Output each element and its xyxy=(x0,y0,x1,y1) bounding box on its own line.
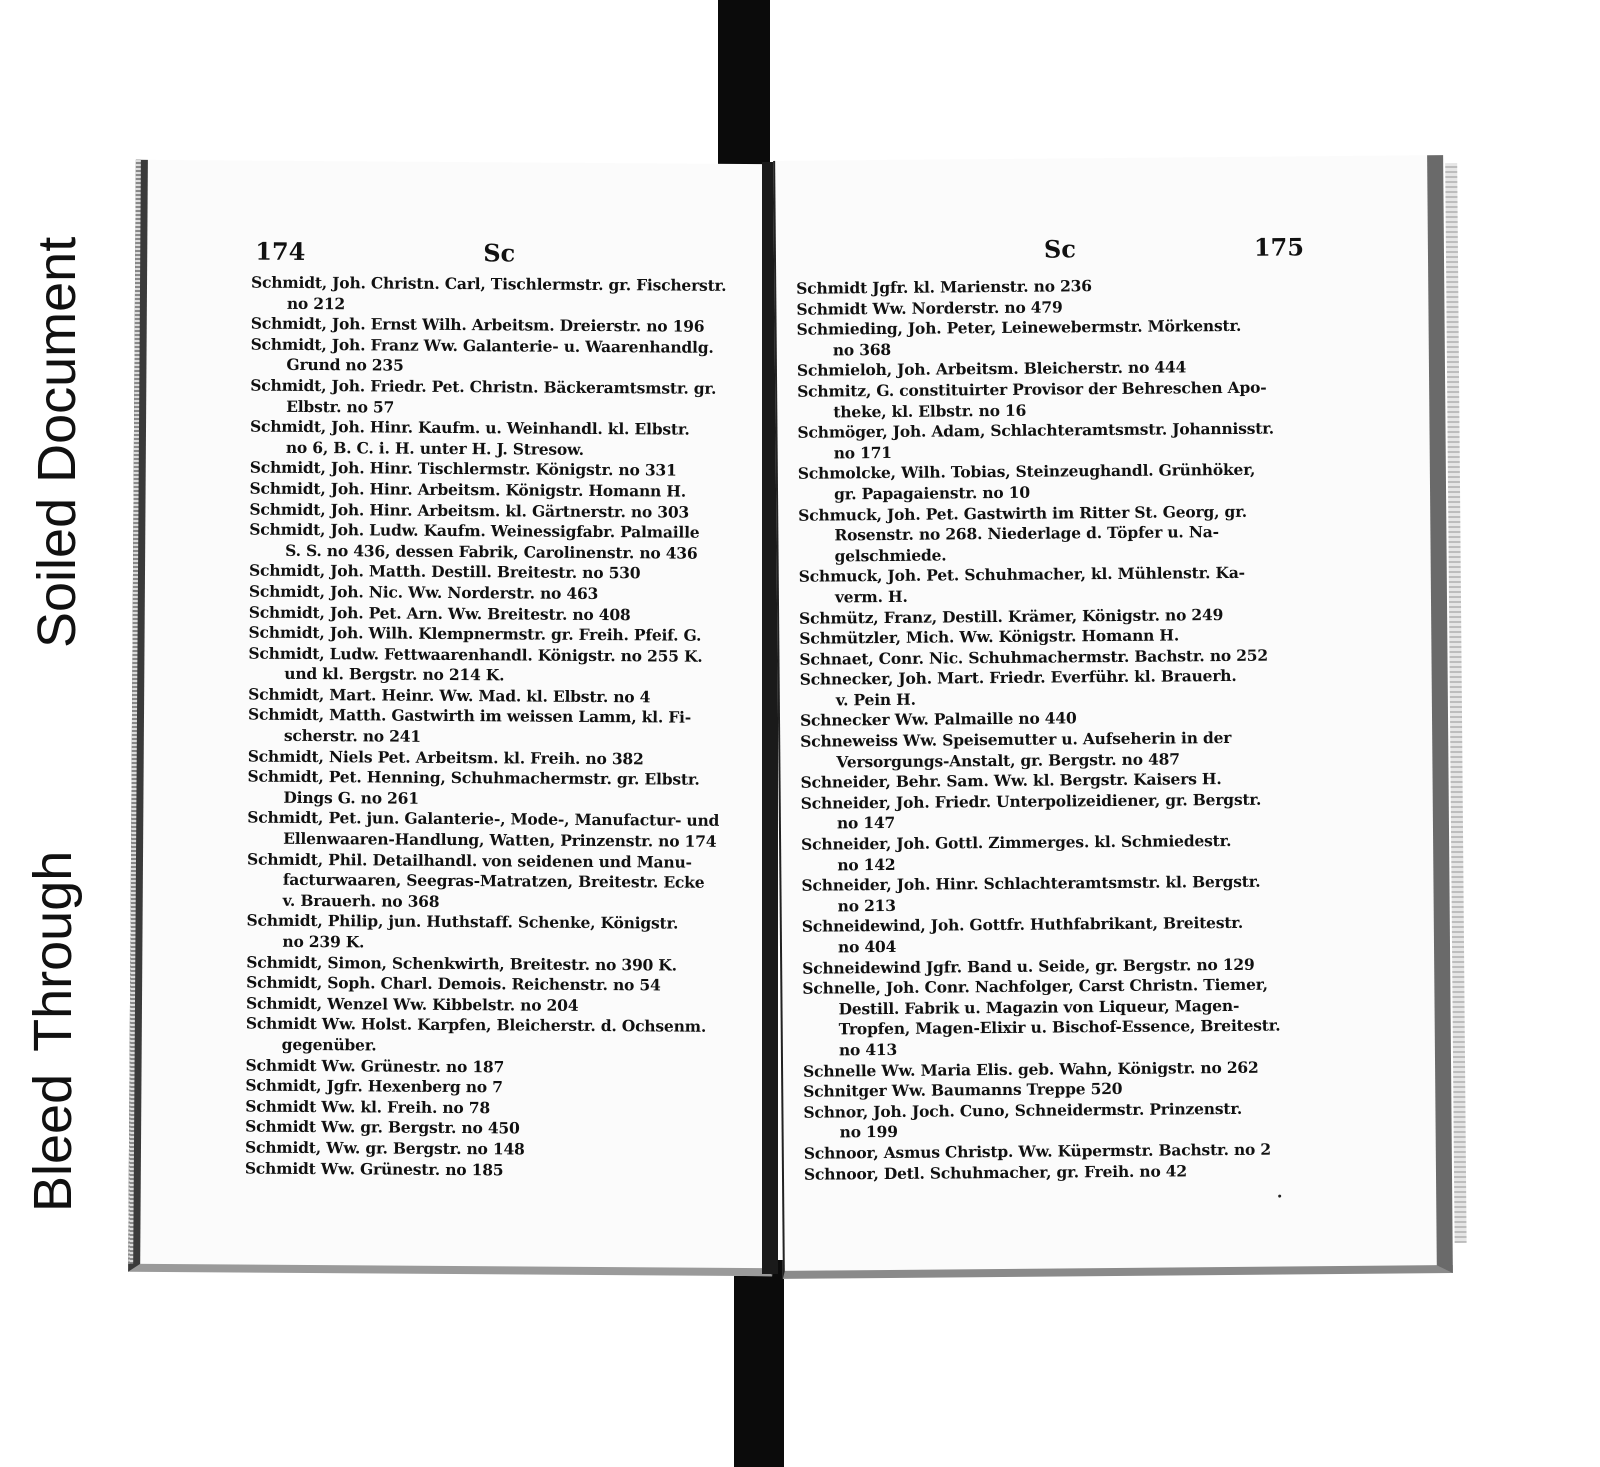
directory-entry xyxy=(246,911,748,956)
entry-line: Schmuck, Joh. Pet. Gastwirth im Ritter St. Georg, gr. xyxy=(798,501,1247,525)
left-page-header: Sc xyxy=(483,238,516,268)
entry-line: Schmidt, Joh. Hinr. Tischlermstr. Königstr. no 331 xyxy=(249,457,677,480)
entry-continuation-line: Dings G. no 261 xyxy=(283,787,419,808)
entry-continuation-line: Grund no 235 xyxy=(286,355,404,376)
directory-entry xyxy=(801,789,1311,835)
entry-line: Schneidewind, Joh. Gottfr. Huthfabrikant, Breitestr. xyxy=(801,913,1244,937)
entry-line: Schnor, Joh. Joch. Cuno, Schneidermstr. Prinzenstr. xyxy=(803,1098,1243,1122)
directory-entry xyxy=(804,1160,1314,1185)
entry-line: Schmolcke, Wilh. Tobias, Steinzeughandl. Grünhöker, xyxy=(797,460,1256,484)
entry-line: Schnelle Ww. Maria Elis. geb. Wahn, Königstr. no 262 xyxy=(802,1057,1259,1081)
entry-continuation-line: no 368 xyxy=(832,339,892,360)
entry-line: Schmidt, Joh. Christn. Carl, Tischlermstr. gr. Fischerstr. xyxy=(250,272,727,295)
directory-entry xyxy=(250,334,752,379)
entry-continuation-line: no 199 xyxy=(839,1122,898,1142)
entry-continuation-line: Rosenstr. no 268. Niederlage d. Töpfer u. Na- xyxy=(834,522,1219,545)
entry-line: Schmidt, Ww. gr. Bergstr. no 148 xyxy=(244,1137,525,1159)
soiled-document-label: Soiled Document xyxy=(27,236,87,648)
entry-continuation-line: Versorgungs-Anstalt, gr. Bergstr. no 487 xyxy=(836,749,1180,772)
entry-continuation-line: facturwaaren, Seegras-Matratzen, Breitestr. Ecke xyxy=(282,870,705,892)
entry-continuation-line: scherstr. no 241 xyxy=(283,725,421,746)
entry-line: Schmidt, Joh. Ernst Wilh. Arbeitsm. Dreierstr. no 196 xyxy=(250,313,705,336)
entry-line: Schmidt, Joh. Matth. Destill. Breitestr. no 530 xyxy=(248,560,641,583)
entry-line: Schnoor, Asmus Christp. Ww. Küpermstr. Bachstr. no 2 xyxy=(803,1139,1272,1163)
right-page-header: Sc xyxy=(1043,234,1076,264)
entry-continuation-line: no 212 xyxy=(286,293,346,313)
directory-entry xyxy=(248,643,750,688)
entry-line: Schmuck, Joh. Pet. Schuhmacher, kl. Mühlenstr. Ka- xyxy=(798,563,1245,587)
left-entry-list xyxy=(245,273,753,1183)
directory-entry xyxy=(798,501,1309,567)
directory-entry xyxy=(800,666,1310,712)
entry-line: Schmidt Ww. Holst. Karpfen, Bleicherstr. d. Ochsenm. xyxy=(245,1013,707,1037)
entry-continuation-line: Destill. Fabrik u. Magazin von Liqueur, Magen- xyxy=(838,995,1240,1019)
entry-line: Schnitger Ww. Baumanns Treppe 520 xyxy=(803,1079,1123,1101)
entry-line: Schmidt, Philip, jun. Huthstaff. Schenke, Königstr. xyxy=(246,910,679,933)
entry-continuation-line: v. Brauerh. no 368 xyxy=(282,890,440,911)
directory-entry xyxy=(797,377,1307,423)
right-page-number: 175 xyxy=(1253,232,1305,262)
directory-entry xyxy=(802,974,1313,1061)
entry-line: Schmidt, Mart. Heinr. Ww. Mad. kl. Elbstr. no 4 xyxy=(248,684,651,707)
entry-continuation-line: v. Pein H. xyxy=(835,689,916,710)
entry-continuation-line: gelschmiede. xyxy=(834,545,947,566)
entry-line: Schmidt, Joh. Hinr. Arbeitsm. kl. Gärtnerstr. no 303 xyxy=(249,499,690,522)
entry-line: Schneider, Joh. Friedr. Unterpolizeidiener, gr. Bergstr. xyxy=(800,789,1262,813)
entry-continuation-line: no 147 xyxy=(836,813,896,833)
entry-line: Schnelle, Joh. Conr. Nachfolger, Carst Christn. Tiemer, xyxy=(802,974,1268,998)
entry-line: Schmöger, Joh. Adam, Schlachteramtsmstr. Johannisstr. xyxy=(797,418,1275,442)
left-page xyxy=(128,160,780,1276)
directory-entry xyxy=(803,1098,1313,1144)
entry-line: Schnecker, Joh. Mart. Friedr. Everführ. kl. Brauerh. xyxy=(799,666,1237,690)
directory-entry xyxy=(802,913,1312,959)
entry-line: Schmidt Ww. kl. Freih. no 78 xyxy=(245,1096,491,1118)
directory-entry xyxy=(801,830,1311,876)
entry-line: Schmidt Jgfr. kl. Marienstr. no 236 xyxy=(796,276,1092,298)
entry-line: Schmidt Ww. Norderstr. no 479 xyxy=(796,297,1063,319)
entry-continuation-line: theke, kl. Elbstr. no 16 xyxy=(833,400,1027,421)
directory-entry xyxy=(247,767,749,812)
entry-line: Schmidt, Joh. Hinr. Arbeitsm. Königstr. Homann H. xyxy=(249,478,687,501)
entry-continuation-line: gr. Papagaienstr. no 10 xyxy=(833,482,1030,504)
directory-entry xyxy=(801,871,1311,917)
entry-line: Schmidt, Joh. Pet. Arn. Ww. Breitestr. no 408 xyxy=(248,602,631,624)
entry-line: Schmidt Ww. Grünestr. no 185 xyxy=(244,1158,504,1179)
entry-continuation-line: S. S. no 436, dessen Fabrik, Carolinenstr. no 436 xyxy=(285,540,698,563)
entry-continuation-line: no 413 xyxy=(838,1039,898,1060)
entry-line: Schneider, Joh. Gottl. Zimmerges. kl. Schmiedestr. xyxy=(801,831,1232,854)
entry-continuation-line: no 213 xyxy=(837,895,896,916)
directory-entry xyxy=(248,705,750,750)
ink-speck xyxy=(1278,1195,1281,1198)
entry-line: Schmidt, Pet. jun. Galanterie-, Mode-, Manufactur- und xyxy=(247,807,720,831)
binding-strap-bottom xyxy=(734,1260,784,1467)
entry-line: Schneweiss Ww. Speisemutter u. Aufseherin in der xyxy=(800,728,1232,751)
entry-line: Schmieding, Joh. Peter, Leinewebermstr. Mörkenstr. xyxy=(796,316,1242,339)
directory-entry xyxy=(249,581,751,605)
right-entry-list xyxy=(796,274,1314,1185)
entry-line: Schneider, Behr. Sam. Ww. kl. Bergstr. Kaisers H. xyxy=(800,769,1222,792)
entry-line: Schnecker Ww. Palmaille no 440 xyxy=(799,708,1077,731)
directory-entry xyxy=(798,460,1308,506)
directory-entry xyxy=(797,418,1307,464)
entry-line: Schmidt, Joh. Franz Ww. Galanterie- u. Waarenhandlg. xyxy=(250,334,714,357)
entry-line: Schmidt, Joh. Wilh. Klempnermstr. gr. Freih. Pfeif. G. xyxy=(248,622,702,645)
directory-entry xyxy=(250,417,752,462)
entry-continuation-line: no 142 xyxy=(837,854,896,875)
directory-entry xyxy=(247,849,749,914)
bleed-through-label: Bleed Through xyxy=(23,850,83,1212)
entry-line: Schnaet, Conr. Nic. Schuhmachermstr. Bachstr. no 252 xyxy=(799,645,1269,669)
entry-line: Schmidt, Phil. Detailhandl. von seidenen und Manu- xyxy=(246,849,692,872)
entry-line: Schmidt Ww. Grünestr. no 187 xyxy=(245,1055,505,1076)
directory-entry xyxy=(797,315,1307,361)
entry-line: Schmidt, Joh. Friedr. Pet. Christn. Bäckeramtsmstr. gr. xyxy=(250,375,717,398)
directory-entry xyxy=(250,376,752,421)
entry-continuation-line: Tropfen, Magen-Elixir u. Bischof-Essence, Breitestr. xyxy=(838,1015,1281,1039)
right-page xyxy=(773,155,1453,1279)
entry-line: Schmidt, Soph. Charl. Demois. Reichenstr. no 54 xyxy=(246,972,661,995)
directory-entry xyxy=(245,1137,747,1161)
entry-line: Schmidt, Wenzel Ww. Kibbelstr. no 204 xyxy=(245,993,579,1015)
entry-line: Schmidt, Jgfr. Hexenberg no 7 xyxy=(245,1075,503,1097)
entry-line: Schnoor, Detl. Schuhmacher, gr. Freih. no 42 xyxy=(803,1160,1188,1184)
entry-line: Schmieloh, Joh. Arbeitsm. Bleicherstr. no 444 xyxy=(796,357,1187,381)
directory-entry xyxy=(247,808,749,853)
entry-line: Schmidt, Ludw. Fettwaarenhandl. Königstr. no 255 K. xyxy=(248,643,703,666)
entry-line: Schmidt, Pet. Henning, Schuhmachermstr. gr. Elbstr. xyxy=(247,766,700,789)
directory-entry xyxy=(249,520,751,565)
directory-entry xyxy=(246,1014,748,1059)
entry-line: Schmidt, Simon, Schenkwirth, Breitestr. no 390 K. xyxy=(246,952,677,975)
directory-entry xyxy=(799,563,1309,609)
entry-continuation-line: Ellenwaaren-Handlung, Watten, Prinzenstr. no 174 xyxy=(283,828,717,851)
directory-entry xyxy=(251,273,753,318)
entry-line: Schmidt, Joh. Ludw. Kaufm. Weinessigfabr. Palmaille xyxy=(249,519,700,542)
directory-entry xyxy=(245,1158,747,1182)
left-page-number: 174 xyxy=(255,236,306,266)
directory-entry xyxy=(250,479,752,503)
entry-line: Schmützler, Mich. Ww. Königstr. Homann H. xyxy=(799,625,1180,648)
entry-line: Schmitz, G. constituirter Provisor der Behreschen Apo- xyxy=(797,377,1267,401)
entry-continuation-line: gegenüber. xyxy=(281,1034,377,1055)
entry-line: Schmidt, Joh. Hinr. Kaufm. u. Weinhandl. kl. Elbstr. xyxy=(249,416,690,439)
entry-line: Schmidt, Matth. Gastwirth im weissen Lamm, kl. Fi- xyxy=(247,705,692,728)
entry-line: Schmidt Ww. gr. Bergstr. no 450 xyxy=(245,1116,520,1138)
entry-line: Schneidewind Jgfr. Band u. Seide, gr. Bergstr. no 129 xyxy=(802,954,1255,978)
entry-continuation-line: verm. H. xyxy=(834,586,908,607)
entry-continuation-line: no 239 K. xyxy=(282,931,365,952)
entry-line: Schneider, Joh. Hinr. Schlachteramtsmstr. kl. Bergstr. xyxy=(801,871,1261,895)
entry-continuation-line: Elbstr. no 57 xyxy=(286,396,395,417)
entry-line: Schmütz, Franz, Destill. Krämer, Königstr. no 249 xyxy=(799,604,1224,628)
entry-line: Schmidt, Niels Pet. Arbeitsm. kl. Freih. no 382 xyxy=(247,746,644,768)
entry-continuation-line: no 6, B. C. i. H. unter H. J. Stresow. xyxy=(285,437,584,459)
entry-line: Schmidt, Joh. Nic. Ww. Norderstr. no 463 xyxy=(248,581,599,603)
binding-strap-top xyxy=(718,0,770,178)
entry-continuation-line: no 171 xyxy=(833,442,892,463)
entry-continuation-line: no 404 xyxy=(837,936,897,957)
entry-continuation-line: und kl. Bergstr. no 214 K. xyxy=(284,664,505,685)
directory-entry xyxy=(800,727,1310,773)
